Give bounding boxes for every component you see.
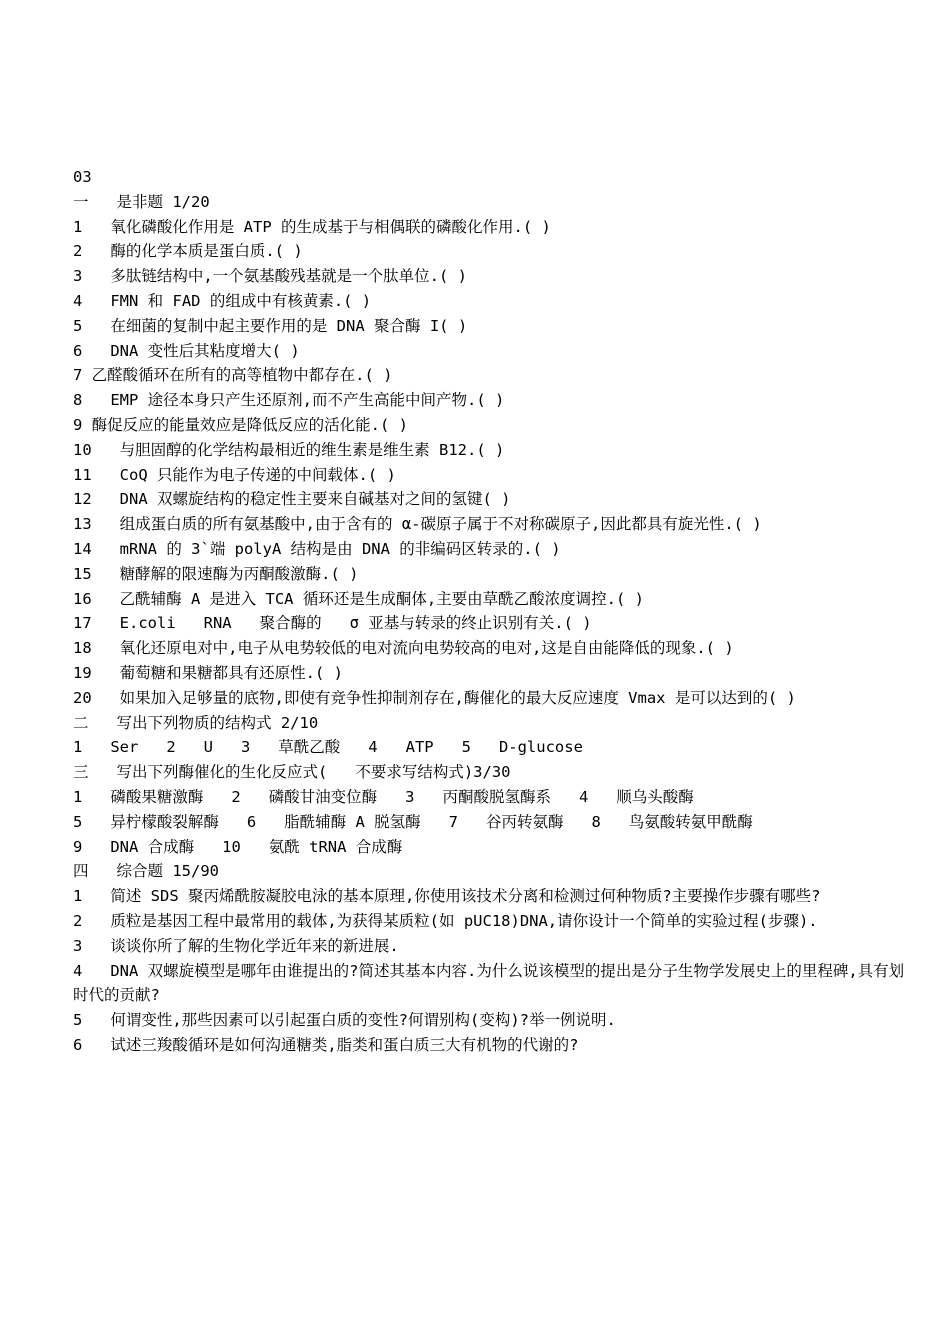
question-line: 15 糖酵解的限速酶为丙酮酸激酶.( ) [73,564,359,583]
question-line: 5 何谓变性,那些因素可以引起蛋白质的变性?何谓别构(变构)?举一例说明. [73,1011,616,1030]
section-heading-reactions: 三 写出下列酶催化的生化反应式( 不要求写结构式)3/30 [73,763,511,782]
question-line: 9 酶促反应的能量效应是降低反应的活化能.( ) [73,415,408,434]
question-line: 20 如果加入足够量的底物,即使有竞争性抑制剂存在,酶催化的最大反应速度 Vmax 是可以达到的( ) [73,688,796,707]
question-line: 18 氧化还原电对中,电子从电势较低的电对流向电势较高的电对,这是自由能降低的现象.( ) [73,639,734,658]
section-heading-structures: 二 写出下列物质的结构式 2/10 [73,713,319,732]
question-line: 5 在细菌的复制中起主要作用的是 DNA 聚合酶 I( ) [73,316,468,335]
question-line: 4 DNA 双螺旋模型是哪年由谁提出的?简述其基本内容.为什么说该模型的提出是分子生物学发展史上的里程碑,具有划时代的贡献? [73,961,905,1005]
question-line: 8 EMP 途径本身只产生还原剂,而不产生高能中间产物.( ) [73,391,505,410]
document-page [73,165,913,1058]
question-line: 1 磷酸果糖激酶 2 磷酸甘油变位酶 3 丙酮酸脱氢酶系 4 顺乌头酸酶 [73,787,694,806]
question-line: 10 与胆固醇的化学结构最相近的维生素是维生素 B12.( ) [73,440,505,459]
question-line: 13 组成蛋白质的所有氨基酸中,由于含有的 α-碳原子属于不对称碳原子,因此都具有旋光性.( ) [73,515,762,534]
question-line: 3 多肽链结构中,一个氨基酸残基就是一个肽单位.( ) [73,267,467,286]
question-line: 16 乙酰辅酶 A 是进入 TCA 循环还是生成酮体,主要由草酰乙酸浓度调控.( ) [73,589,644,608]
question-line: 3 谈谈你所了解的生物化学近年来的新进展. [73,936,399,955]
question-line: 12 DNA 双螺旋结构的稳定性主要来自碱基对之间的氢键( ) [73,490,511,509]
question-line: 2 质粒是基因工程中最常用的载体,为获得某质粒(如 pUC18)DNA,请你设计一个简单的实验过程(步骤). [73,911,818,930]
section-heading-comprehensive: 四 综合题 15/90 [73,862,219,881]
question-line: 1 Ser 2 U 3 草酰乙酸 4 ATP 5 D-glucose [73,738,583,757]
question-line: 17 E.coli RNA 聚合酶的 σ 亚基与转录的终止识别有关.( ) [73,614,592,633]
question-line: 19 葡萄糖和果糖都具有还原性.( ) [73,663,343,682]
question-line: 11 CoQ 只能作为电子传递的中间载体.( ) [73,465,396,484]
question-line: 2 酶的化学本质是蛋白质.( ) [73,242,303,261]
question-line: 4 FMN 和 FAD 的组成中有核黄素.( ) [73,291,372,310]
question-line: 7 乙醛酸循环在所有的高等植物中都存在.( ) [73,366,393,385]
question-line: 6 试述三羧酸循环是如何沟通糖类,脂类和蛋白质三大有机物的代谢的? [73,1035,579,1054]
question-line: 14 mRNA 的 3`端 polyA 结构是由 DNA 的非编码区转录的.( ) [73,539,561,558]
question-line: 1 简述 SDS 聚丙烯酰胺凝胶电泳的基本原理,你使用该技术分离和检测过何种物质?主要操作步骤有哪些? [73,887,821,906]
question-line: 6 DNA 变性后其粘度增大( ) [73,341,300,360]
section-heading-true-false: 一 是非题 1/20 [73,192,210,211]
question-line: 5 异柠檬酸裂解酶 6 脂酰辅酶 A 脱氢酶 7 谷丙转氨酶 8 鸟氨酸转氨甲酰酶 [73,812,753,831]
question-line: 9 DNA 合成酶 10 氨酰 tRNA 合成酶 [73,837,403,856]
question-line: 1 氧化磷酸化作用是 ATP 的生成基于与相偶联的磷酸化作用.( ) [73,217,551,236]
exam-code: 03 [73,168,92,186]
